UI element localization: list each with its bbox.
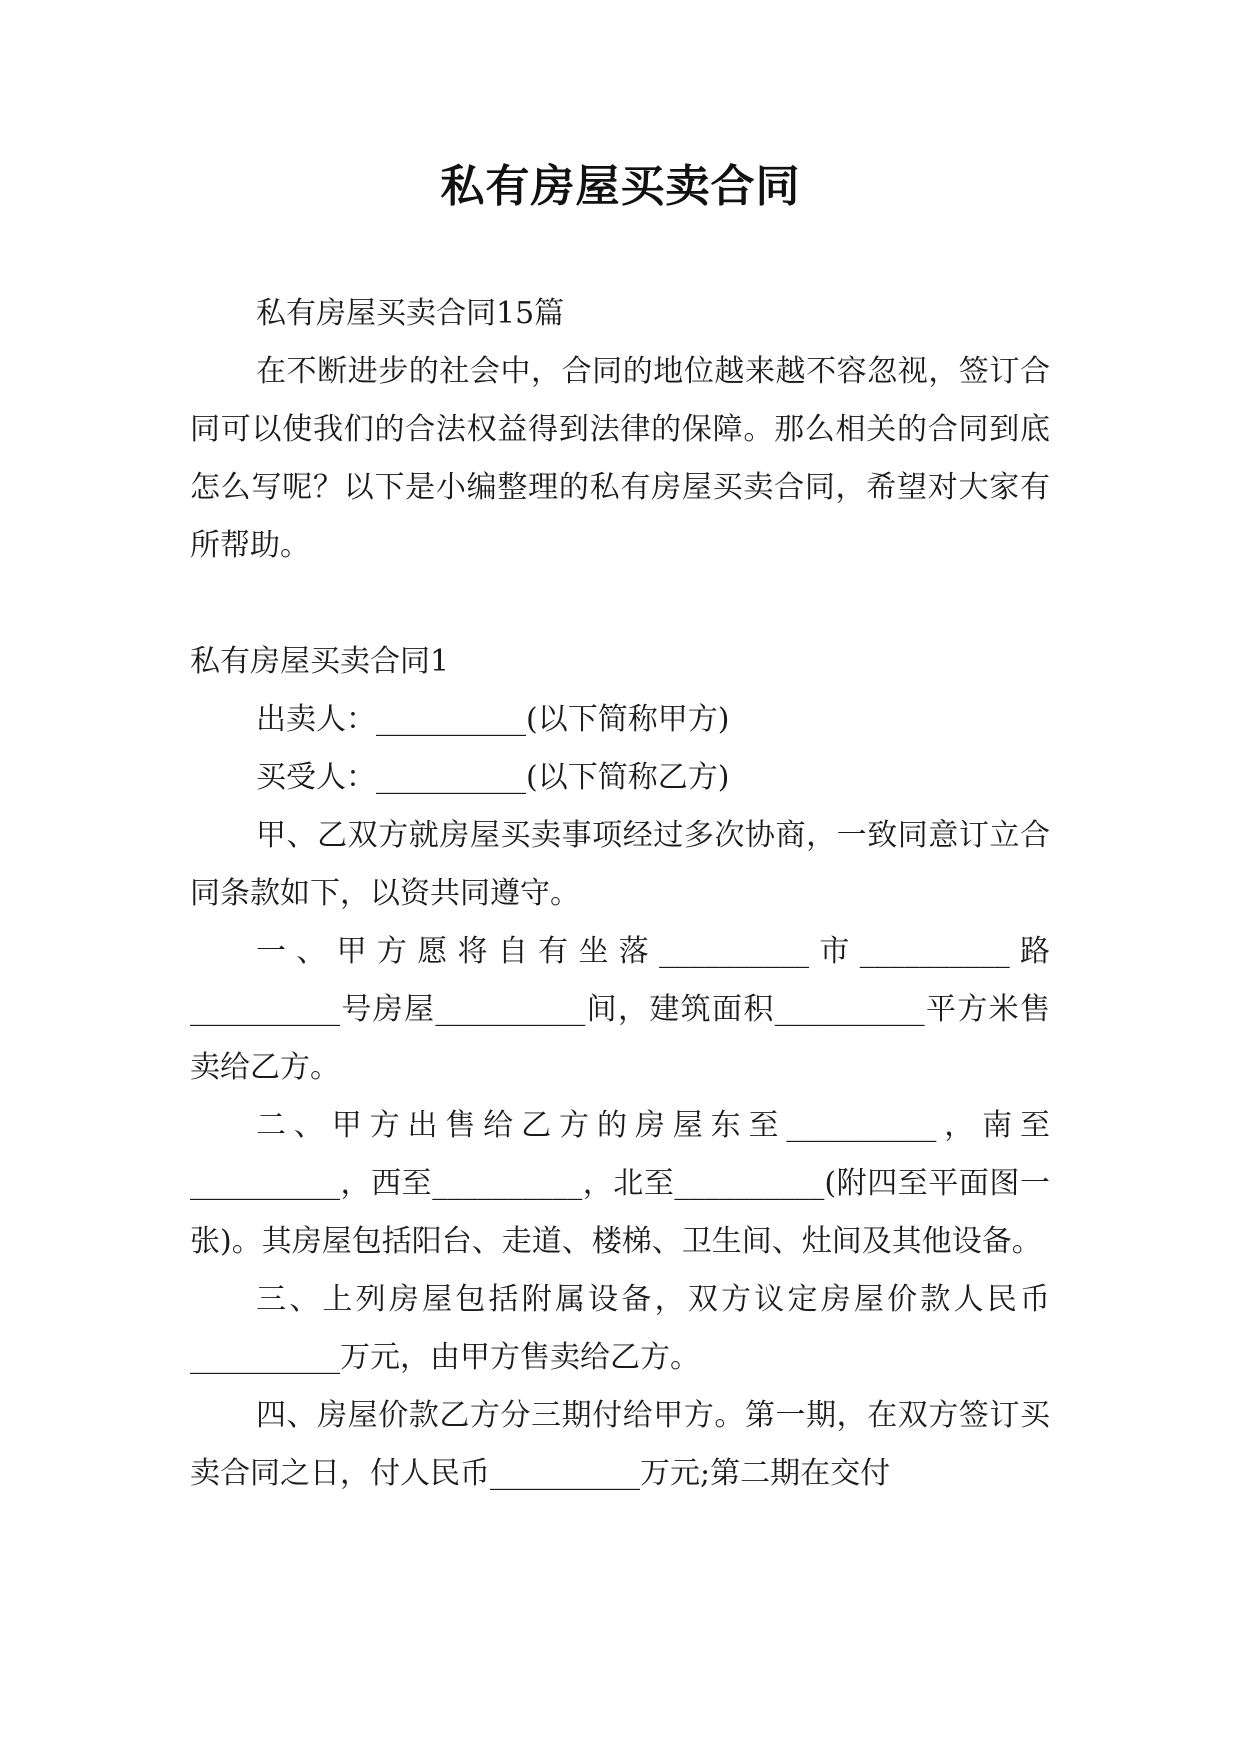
document-title: 私有房屋买卖合同 [440,161,801,212]
clause-2: 二、甲方出售给乙方的房屋东至__________，南至__________，西至__________，北至__________(附四至平面图一张)。其房屋包括阳台、走道、楼梯、卫生间、灶间及其他设备。 [190,1108,1050,1259]
document-body [190,285,1050,1503]
doc-subtitle: 私有房屋买卖合同15篇 [256,296,565,331]
buyer-line: 买受人：__________(以下简称乙方) [256,760,730,795]
section-heading: 私有房屋买卖合同1 [190,644,450,679]
intro-paragraph: 在不断进步的社会中，合同的地位越来越不容忽视，签订合同可以使我们的合法权益得到法律的保障。那么相关的合同到底怎么写呢？以下是小编整理的私有房屋买卖合同，希望对大家有所帮助。 [190,354,1050,563]
clause-3: 三、上列房屋包括附属设备，双方议定房屋价款人民币__________万元，由甲方售卖给乙方。 [190,1282,1050,1375]
seller-line: 出卖人：__________(以下简称甲方) [256,702,730,737]
clause-4: 四、房屋价款乙方分三期付给甲方。第一期，在双方签订买卖合同之日，付人民币__________万元;第二期在交付 [190,1398,1050,1491]
preamble-paragraph: 甲、乙双方就房屋买卖事项经过多次协商，一致同意订立合同条款如下，以资共同遵守。 [190,818,1050,911]
clause-1: 一、甲方愿将自有坐落__________市__________路__________号房屋__________间，建筑面积__________平方米售卖给乙方。 [190,934,1050,1085]
paragraph-gap [190,575,1050,633]
